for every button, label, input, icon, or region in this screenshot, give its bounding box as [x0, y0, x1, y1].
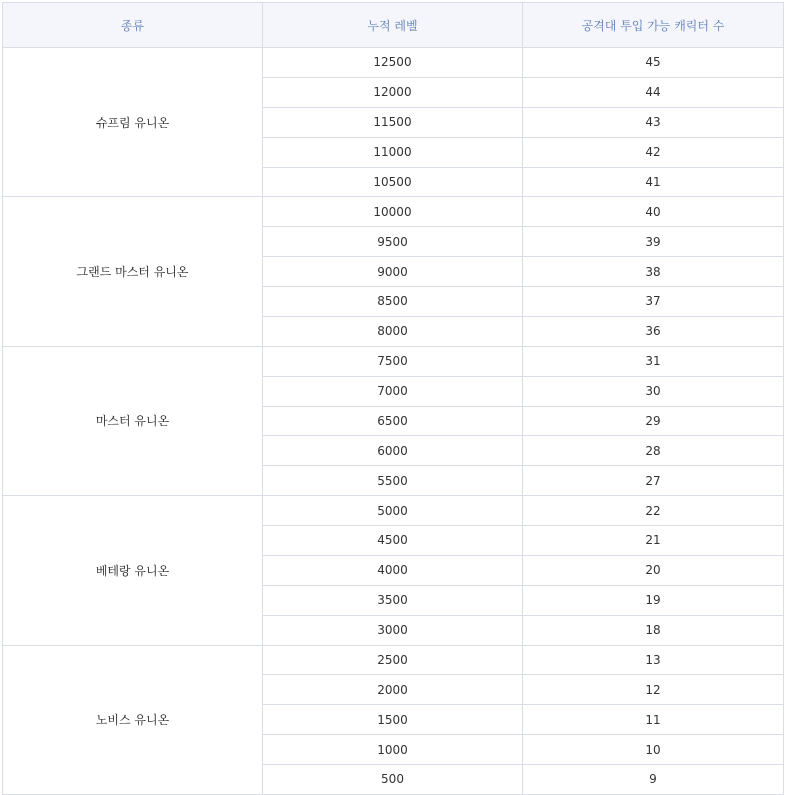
raid-character-count-cell: 38	[523, 257, 784, 287]
cumulative-level-cell: 9000	[263, 257, 523, 287]
raid-character-count-cell: 42	[523, 137, 784, 167]
header-type: 종류	[3, 3, 263, 48]
cumulative-level-cell: 7000	[263, 376, 523, 406]
raid-character-count-cell: 43	[523, 107, 784, 137]
table-row	[3, 645, 784, 675]
cumulative-level-cell: 5500	[263, 466, 523, 496]
union-type-cell: 베테랑 유니온	[3, 496, 263, 645]
raid-character-count-cell: 10	[523, 735, 784, 765]
union-type-cell: 그랜드 마스터 유니온	[3, 197, 263, 346]
cumulative-level-cell: 9500	[263, 227, 523, 257]
header-raid-character-count: 공격대 투입 가능 캐릭터 수	[523, 3, 784, 48]
raid-character-count-cell: 19	[523, 585, 784, 615]
raid-character-count-cell: 27	[523, 466, 784, 496]
cumulative-level-cell: 2000	[263, 675, 523, 705]
raid-character-count-cell: 45	[523, 48, 784, 78]
raid-character-count-cell: 20	[523, 555, 784, 585]
cumulative-level-cell: 12000	[263, 77, 523, 107]
cumulative-level-cell: 2500	[263, 645, 523, 675]
raid-character-count-cell: 44	[523, 77, 784, 107]
table-row	[3, 197, 784, 227]
cumulative-level-cell: 7500	[263, 346, 523, 376]
cumulative-level-cell: 4500	[263, 526, 523, 556]
table-body	[3, 48, 784, 795]
cumulative-level-cell: 10500	[263, 167, 523, 197]
table-header	[3, 3, 784, 48]
raid-character-count-cell: 37	[523, 287, 784, 317]
cumulative-level-cell: 8500	[263, 287, 523, 317]
raid-character-count-cell: 31	[523, 346, 784, 376]
cumulative-level-cell: 12500	[263, 48, 523, 78]
raid-character-count-cell: 41	[523, 167, 784, 197]
cumulative-level-cell: 6500	[263, 406, 523, 436]
header-row	[3, 3, 784, 48]
cumulative-level-cell: 4000	[263, 555, 523, 585]
table-row	[3, 346, 784, 376]
cumulative-level-cell: 5000	[263, 496, 523, 526]
cumulative-level-cell: 500	[263, 765, 523, 795]
raid-character-count-cell: 36	[523, 316, 784, 346]
raid-character-count-cell: 22	[523, 496, 784, 526]
raid-character-count-cell: 21	[523, 526, 784, 556]
raid-character-count-cell: 28	[523, 436, 784, 466]
raid-character-count-cell: 11	[523, 705, 784, 735]
raid-character-count-cell: 18	[523, 615, 784, 645]
cumulative-level-cell: 10000	[263, 197, 523, 227]
cumulative-level-cell: 8000	[263, 316, 523, 346]
raid-character-count-cell: 12	[523, 675, 784, 705]
cumulative-level-cell: 3000	[263, 615, 523, 645]
raid-character-count-cell: 39	[523, 227, 784, 257]
cumulative-level-cell: 6000	[263, 436, 523, 466]
union-type-cell: 노비스 유니온	[3, 645, 263, 794]
raid-character-count-cell: 40	[523, 197, 784, 227]
table-row	[3, 48, 784, 78]
raid-character-count-cell: 30	[523, 376, 784, 406]
union-type-cell: 슈프림 유니온	[3, 48, 263, 197]
cumulative-level-cell: 1500	[263, 705, 523, 735]
raid-character-count-cell: 13	[523, 645, 784, 675]
cumulative-level-cell: 11000	[263, 137, 523, 167]
union-type-cell: 마스터 유니온	[3, 346, 263, 495]
raid-character-count-cell: 29	[523, 406, 784, 436]
cumulative-level-cell: 11500	[263, 107, 523, 137]
union-level-table	[2, 2, 784, 795]
cumulative-level-cell: 1000	[263, 735, 523, 765]
table-row	[3, 496, 784, 526]
cumulative-level-cell: 3500	[263, 585, 523, 615]
header-cumulative-level: 누적 레벨	[263, 3, 523, 48]
raid-character-count-cell: 9	[523, 765, 784, 795]
